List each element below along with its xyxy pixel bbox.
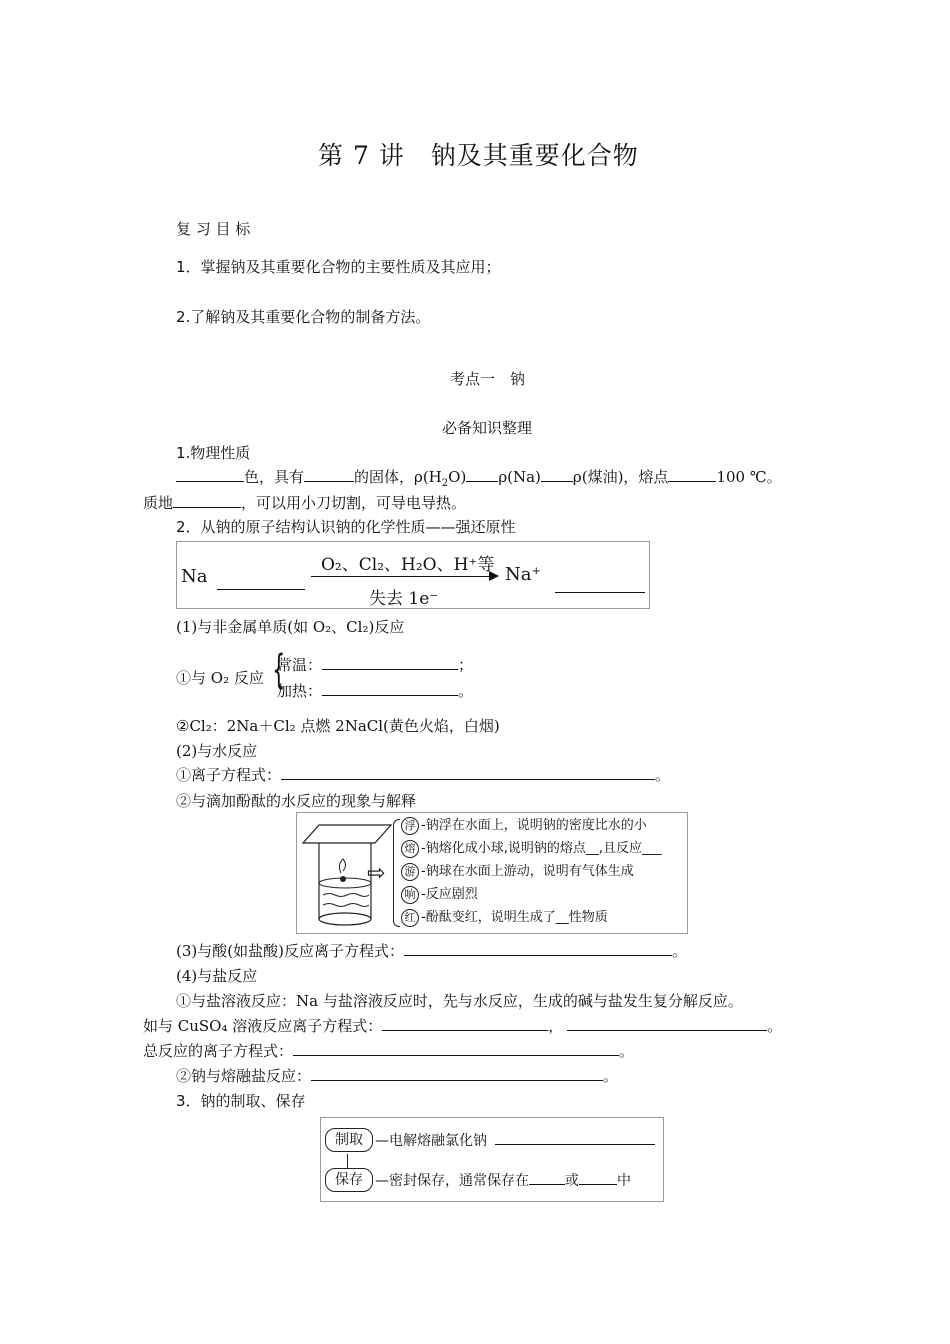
- box-na: Na: [181, 566, 208, 587]
- water-ionic-line: [176, 764, 670, 785]
- box-arrow-line: [311, 576, 491, 577]
- phys-text-f: 100 ℃。: [716, 468, 782, 486]
- salt-line-1: ①与盐溶液反应：Na 与盐溶液反应时，先与水反应，生成的碱与盐发生复分解反应。: [176, 992, 743, 1010]
- cl2-line: ②Cl₂：2Na＋Cl₂ 点燃 2NaCl(黄色火焰，白烟): [176, 717, 500, 735]
- phys-text-h: ，可以用小刀切割，可导电导热。: [241, 494, 467, 512]
- page-title: 第 7 讲 钠及其重要化合物: [318, 141, 639, 170]
- phenol-row: [401, 815, 661, 838]
- phys-text-c: O): [448, 468, 467, 486]
- box-blank-right: [555, 592, 645, 593]
- dash: -: [421, 864, 426, 879]
- salt-line-4: [176, 1065, 618, 1086]
- make-text: 电解熔融氯化钠: [389, 1133, 487, 1149]
- keep-label: 保存: [325, 1168, 373, 1192]
- phenol-row-key: 响: [401, 886, 419, 904]
- punct: 。: [458, 682, 474, 700]
- phys-text-d: ρ(Na): [498, 468, 541, 486]
- objective-2: 2.了解钠及其重要化合物的制备方法。: [176, 308, 431, 326]
- make-label: 制取: [325, 1128, 373, 1152]
- acid-heading: (3)与酸(如盐酸)反应离子方程式：: [176, 942, 404, 960]
- phenol-row-text: 反应剧烈: [425, 887, 478, 902]
- prep-figure: [320, 1117, 664, 1202]
- blank[interactable]: [176, 467, 244, 482]
- blank[interactable]: [541, 467, 573, 482]
- objective-1: 1．掌握钠及其重要化合物的主要性质及其应用；: [176, 258, 501, 276]
- o2-heat-line: [277, 680, 473, 701]
- o2-label: ①与 O₂ 反应: [176, 669, 264, 687]
- phenol-row-key: 浮: [401, 817, 419, 835]
- phenol-rows: [401, 815, 661, 930]
- phenol-heading: ②与滴加酚酞的水反应的现象与解释: [176, 792, 417, 810]
- dash: -: [421, 887, 426, 902]
- punct: 。: [619, 1042, 635, 1060]
- salt-l4-text: ②钠与熔融盐反应：: [176, 1067, 312, 1085]
- blank[interactable]: [495, 1130, 655, 1145]
- make-row: —电解熔融氯化钠: [375, 1130, 655, 1150]
- phys-text-e: ρ(煤油)，熔点: [572, 468, 669, 486]
- phenol-row: [401, 838, 661, 861]
- o2-normal-line: [277, 654, 473, 675]
- arrow-icon: ⇨: [367, 861, 386, 886]
- blank[interactable]: [322, 655, 458, 670]
- blank[interactable]: [293, 1041, 619, 1056]
- salt-line-2: [143, 1015, 782, 1036]
- phenol-row-text: 钠球在水面上游动，说明有气体生成: [425, 864, 634, 879]
- heat-label: 加热：: [277, 682, 323, 700]
- brace-icon: {: [272, 647, 286, 693]
- dash: -: [421, 910, 426, 925]
- punct: 。: [767, 1017, 783, 1035]
- box-bottom-label: 失去 1e⁻: [369, 589, 439, 609]
- phys-line-2: [143, 492, 466, 513]
- keep-text-a: 密封保存，通常保存在: [389, 1173, 529, 1189]
- phenol-row: [401, 907, 661, 930]
- box-blank-left: [217, 589, 305, 590]
- chem-heading: 2．从钠的原子结构认识钠的化学性质——强还原性: [176, 518, 516, 536]
- blank[interactable]: [466, 467, 498, 482]
- phenol-row: [401, 884, 661, 907]
- box-top-label: O₂、Cl₂、H₂O、H⁺等: [321, 555, 495, 575]
- blank[interactable]: [304, 467, 354, 482]
- water-heading: (2)与水反应: [176, 742, 258, 760]
- punct: 。: [603, 1067, 619, 1085]
- phenol-row-key: 红: [401, 909, 419, 927]
- dash: -: [421, 841, 426, 856]
- punct: 。: [655, 766, 671, 784]
- nonmetal-heading: (1)与非金属单质(如 O₂、Cl₂)反应: [176, 618, 405, 636]
- punct: ；: [458, 656, 474, 674]
- normal-label: 常温：: [277, 656, 323, 674]
- phenol-row-key: 游: [401, 863, 419, 881]
- blank[interactable]: [281, 765, 655, 780]
- phys-text-a: 色，具有: [244, 468, 305, 486]
- ionic-label: ①离子方程式：: [176, 766, 282, 784]
- salt-line-3: [143, 1040, 634, 1061]
- blank[interactable]: [529, 1170, 565, 1185]
- connector-icon: [347, 1154, 348, 1168]
- keep-row: —密封保存，通常保存在 或 中: [375, 1170, 631, 1190]
- dash: -: [421, 818, 426, 833]
- section-subtitle: 必备知识整理: [442, 419, 533, 437]
- blank[interactable]: [579, 1170, 617, 1185]
- blank[interactable]: [567, 1016, 767, 1031]
- salt-heading: (4)与盐反应: [176, 967, 258, 985]
- phenol-row-text: 钠熔化成小球,说明钠的熔点__,且反应___: [425, 841, 662, 856]
- phenol-row-text: 钠浮在水面上，说明钠的密度比水的小: [425, 818, 647, 833]
- prep-heading: 3．钠的制取、保存: [176, 1092, 306, 1110]
- phenol-row: [401, 861, 661, 884]
- salt-l2-text: 如与 CuSO₄ 溶液反应离子方程式：: [143, 1017, 383, 1035]
- phenol-row-text: 酚酞变红，说明生成了__性物质: [425, 910, 608, 925]
- acid-line: [176, 940, 687, 961]
- bracket-icon: [393, 819, 400, 927]
- salt-l3-text: 总反应的离子方程式：: [143, 1042, 294, 1060]
- blank[interactable]: [668, 467, 716, 482]
- blank[interactable]: [322, 681, 458, 696]
- blank[interactable]: [311, 1066, 603, 1081]
- phys-text-g: 质地: [143, 494, 174, 512]
- blank[interactable]: [173, 493, 241, 508]
- punct: 。: [671, 942, 687, 960]
- phys-heading: 1.物理性质: [176, 444, 251, 462]
- keep-text-c: 中: [617, 1173, 631, 1189]
- keep-text-b: 或: [565, 1173, 579, 1189]
- phys-text-b: 的固体，ρ(H: [354, 468, 442, 486]
- box-naplus: Na⁺: [505, 564, 541, 585]
- blank[interactable]: [382, 1016, 548, 1031]
- experiment-figure: [296, 812, 688, 934]
- section-title: 考点一 钠: [450, 370, 526, 388]
- blank[interactable]: [404, 941, 672, 956]
- phenol-row-key: 熔: [401, 840, 419, 858]
- objectives-heading: 复 习 目 标: [176, 220, 251, 238]
- reaction-box: [176, 541, 650, 609]
- punct: ，: [548, 1017, 564, 1035]
- phys-line-1: 色，具有 的固体，$\rho(H_2O)$ ρ(Na) ρ(煤油)，熔点 100 ℃。: [176, 466, 782, 489]
- arrow-head-icon: [489, 571, 499, 581]
